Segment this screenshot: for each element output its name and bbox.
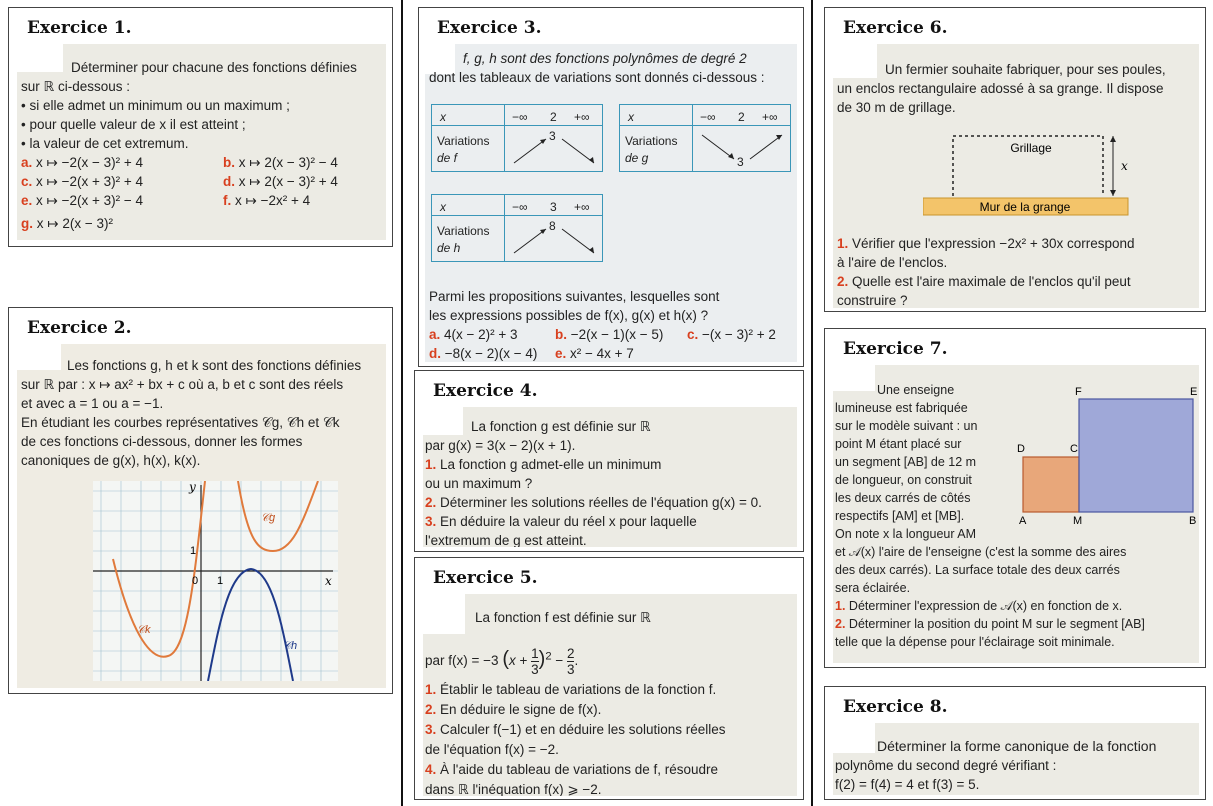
column-divider-left [401,0,403,806]
ex7-line-3: sur le modèle suivant : un [835,419,978,433]
redacted-box [833,44,877,78]
exercise-3-title: Exercice 3. [437,18,542,38]
ex5-q4b: dans ℝ l'inéquation f(x) ⩾ −2. [425,782,602,796]
svg-text:E: E [1190,386,1198,398]
ex6-line-3: de 30 m de grillage. [837,100,956,115]
ex5-line-1: La fonction f est définie sur ℝ [475,610,651,625]
exercise-4-title: Exercice 4. [433,381,538,401]
exercise-1 [8,7,393,247]
ex5-formula: par f(x) = −3 (x + $\frac{1}{3}$ )$^2$ − $\frac{2}{3}$ . [425,646,579,677]
ex7-q2b: telle que la dépense pour l'éclairage soit minimale. [835,635,1115,649]
exercise-5 [414,557,804,800]
graph-label-ck: 𝒞k [137,624,151,636]
ex2-line-4: En étudiant les courbes représentatives 𝒞g, 𝒞h et 𝒞k [21,415,340,430]
ex5-q3a: 3. Calculer f(−1) et en déduire les solutions réelles [425,722,726,737]
exercise-7-photo [833,365,1199,663]
ex6-q2a: 2. Quelle est l'aire maximale de l'enclos qu'il peut [837,274,1131,289]
ex7-line-7: les deux carrés de côtés [835,491,971,505]
ex3-opt-c: c. −(x − 3)² + 2 [687,327,776,342]
ex2-line-6: canoniques de g(x), h(x), k(x). [21,453,201,468]
exercise-6-photo [833,44,1199,308]
svg-text:B: B [1189,515,1197,525]
ex6-mur-label: Mur de la grange [979,200,1071,214]
ex1-item-c: c. x ↦ −2(x + 3)² + 4 [21,174,144,189]
ex7-q2a: 2. Déterminer la position du point M sur le segment [AB] [835,617,1145,631]
ex7-line-10: et 𝒜(x) l'aire de l'enseigne (c'est la somme des aires [835,545,1127,559]
ex1-intro-2: sur ℝ ci-dessous : [21,79,130,94]
ex3-opt-a: a. 4(x − 2)² + 3 [429,327,518,342]
exercise-8-photo [833,723,1199,795]
ex2-line-3: et avec a = 1 ou a = −1. [21,396,164,411]
ex7-line-12: sera éclairée. [835,581,911,595]
ex4-q2: 2. Déterminer les solutions réelles de l'équation g(x) = 0. [425,495,762,510]
ex1-bullet-2: • pour quelle valeur de x il est atteint ; [21,117,246,132]
graph-x-label: x [325,574,332,588]
variation-table-f: x −∞ 2 +∞ Variations de f 3 [431,104,603,172]
variation-table-h: x −∞ 3 +∞ Variations de h 8 [431,194,603,262]
redacted-box [17,344,61,370]
exercise-2 [8,307,393,694]
ex2-line-1: Les fonctions g, h et k sont des fonctions définies [67,358,362,373]
exercise-1-photo [17,44,386,240]
ex3-opt-b: b. −2(x − 1)(x − 5) [555,327,664,342]
ex1-bullet-1: • si elle admet un minimum ou un maximum ; [21,98,290,113]
redacted-box [833,365,875,391]
svg-text:F: F [1075,386,1082,398]
svg-text:D: D [1017,443,1025,455]
graph-one-x: 1 [217,575,224,587]
exercise-5-photo [423,594,797,796]
ex1-bullet-3: • la valeur de cet extremum. [21,136,189,151]
svg-text:A: A [1019,515,1027,525]
ex6-diagram [923,128,1143,218]
ex7-diagram [1015,379,1199,525]
graph-origin: 0 [192,575,199,587]
svg-text:C: C [1070,443,1078,455]
ex7-line-4: point M étant placé sur [835,437,962,451]
column-divider-right [811,0,813,806]
exercise-3 [418,7,804,367]
ex1-item-d: d. x ↦ 2(x − 3)² + 4 [223,174,338,189]
ex3-opt-e: e. x² − 4x + 7 [555,346,634,361]
ex1-item-f: f. x ↦ −2x² + 4 [223,193,311,208]
exercise-8-title: Exercice 8. [843,697,948,717]
ex8-line-3: f(2) = f(4) = 4 et f(3) = 5. [835,777,980,792]
redacted-box [17,44,63,72]
ex7-line-9: On note x la longueur AM [835,527,977,541]
graph-one-y: 1 [190,545,197,557]
ex1-intro-1: Déterminer pour chacune des fonctions définies [71,60,357,75]
exercise-2-photo [17,344,386,688]
ex1-item-e: e. x ↦ −2(x + 3)² − 4 [21,193,144,208]
ex4-line-2: par g(x) = 3(x − 2)(x + 1). [425,438,576,453]
ex7-line-2: lumineuse est fabriquée [835,401,968,415]
ex7-q1: 1. Déterminer l'expression de 𝒜(x) en fonction de x. [835,599,1123,613]
exercise-5-title: Exercice 5. [433,568,538,588]
exercise-6-title: Exercice 6. [843,18,948,38]
svg-text:M: M [1073,515,1083,525]
ex5-q1: 1. Établir le tableau de variations de la fonction f. [425,682,717,697]
ex4-q1b: ou un maximum ? [425,476,533,491]
ex4-line-1: La fonction g est définie sur ℝ [471,419,651,434]
ex2-line-5: de ces fonctions ci-dessous, donner les formes [21,434,303,449]
graph-label-cg: 𝒞g [261,512,276,524]
ex3-prop-1: Parmi les propositions suivantes, lesquelles sont [429,289,720,304]
graph-y-label: y [189,481,196,494]
ex1-item-g: g. x ↦ 2(x − 3)² [21,216,113,231]
ex3-opt-d: d. −8(x − 2)(x − 4) [429,346,538,361]
ex3-line-2: dont les tableaux de variations sont donnés ci-dessous : [429,70,765,85]
ex5-q4a: 4. À l'aide du tableau de variations de f, résoudre [425,762,719,777]
ex6-q2b: construire ? [837,293,908,308]
exercise-7 [824,328,1206,668]
ex6-line-2: un enclos rectangulaire adossé à sa grange. Il dispose [837,81,1164,96]
ex5-q3b: de l'équation f(x) = −2. [425,742,559,757]
redacted-box [423,407,463,435]
ex7-line-1: Une enseigne [877,383,955,397]
ex6-grillage-label: Grillage [1010,141,1052,155]
ex4-q3a: 3. En déduire la valeur du réel x pour laquelle [425,514,697,529]
redacted-box [423,594,465,634]
exercise-3-photo [425,44,797,362]
ex2-graph [93,481,338,681]
exercise-1-title: Exercice 1. [27,18,132,38]
ex5-q2: 2. En déduire le signe de f(x). [425,702,602,717]
ex7-line-8: respectifs [AM] et [MB]. [835,509,965,523]
variation-table-g: x −∞ 2 +∞ Variations de g 3 [619,104,791,172]
ex7-line-5: un segment [AB] de 12 m [835,455,977,469]
ex6-x-label: x [1121,159,1128,173]
ex6-q1b: à l'aire de l'enclos. [837,255,948,270]
ex1-item-a: a. x ↦ −2(x − 3)² + 4 [21,155,144,170]
ex3-prop-2: les expressions possibles de f(x), g(x) et h(x) ? [429,308,709,323]
ex7-line-6: de longueur, on construit [835,473,972,487]
ex1-item-b: b. x ↦ 2(x − 3)² − 4 [223,155,338,170]
ex2-line-2: sur ℝ par : x ↦ ax² + bx + c où a, b et c sont des réels [21,377,344,392]
exercise-7-title: Exercice 7. [843,339,948,359]
graph-label-ch: 𝒞h [283,640,298,652]
ex7-line-11: des deux carrés). La surface totale des deux carrés [835,563,1120,577]
exercise-8 [824,686,1206,800]
ex8-line-1: Déterminer la forme canonique de la fonction [877,738,1157,754]
ex6-line-1: Un fermier souhaite fabriquer, pour ses poules, [885,62,1166,77]
exercise-6 [824,7,1206,312]
redacted-box [833,723,875,753]
ex6-q1a: 1. Vérifier que l'expression −2x² + 30x correspond [837,236,1135,251]
ex3-line-1: f, g, h sont des fonctions polynômes de degré 2 [463,51,747,66]
exercise-2-title: Exercice 2. [27,318,132,338]
exercise-4 [414,370,804,552]
ex4-q3b: l'extremum de g est atteint. [425,533,587,547]
exercise-4-photo [423,407,797,547]
ex8-line-2: polynôme du second degré vérifiant : [835,758,1057,773]
ex4-q1a: 1. La fonction g admet-elle un minimum [425,457,662,472]
